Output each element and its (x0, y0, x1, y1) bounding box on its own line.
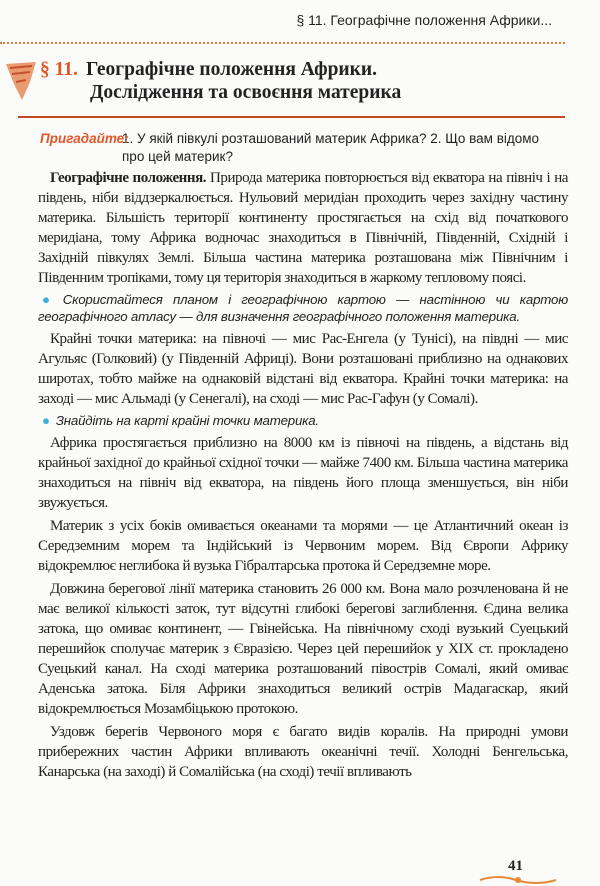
paragraph: Уздовж берегів Червоного моря є багато видів коралів. На природні умови прибережних частин Африки впливають океанічні течії. Холодні Бенгельська, Канарська (на заході) й Сомалійська (на сході) течії впливають (38, 724, 568, 780)
section-title-line2: Дослідження та освоєння материка (90, 82, 402, 103)
running-header: § 11. Географічне положення Африки... (296, 12, 552, 28)
paragraph (38, 168, 568, 288)
recall-label: Пригадайте: (40, 131, 129, 146)
section-number: § 11. (40, 59, 78, 80)
body-text (38, 168, 568, 785)
header-divider (0, 42, 565, 44)
title-rule (18, 116, 565, 118)
paragraph: Материк з усіх боків омивається океанами та морями — це Атлантичний океан із Середземним морем та Індійський із Червоним морем. Від Європи Африку відокремлює неглибока й вузька Гібралтарська протока й Середземне море. (38, 518, 568, 574)
paragraph-text: Природа материка повторюється від екватора на північ і на південь, ніби віддзеркалюється. Нульовий меридіан проходить через західну частину материка. Більшість території континенту простягається на схід від початкового меридіана, тому Африка водночас знаходиться в Північній, Південній, Східній і Західній півкулях Землі. Більша частина материка розташована між Північним і Південним тропіками, тому ця територія знаходиться в жаркому тепловому поясі. (38, 170, 569, 286)
paragraph-lead: Географічне положення. (50, 170, 207, 186)
paragraph: Крайні точки материка: на півночі — мис Рас-Енгела (у Тунісі), на півдні — мис Агульяс (Голковий) (у Південній Африці). Вони розташовані приблизно на однакових широтах, тобто майже на однаковій відстані від екватора. Крайні точки материка: на заході — мис Альмаді (у Сенегалі), на сході — мис Рас-Гафун (у Сомалі). (38, 331, 568, 407)
task (38, 291, 568, 325)
section-title-line1: Географічне положення Африки. (85, 59, 378, 80)
bullet-icon: ● (42, 292, 57, 307)
page-number: 41 (508, 858, 523, 874)
task-text: Знайдіть на карті крайні точки материка. (55, 413, 319, 428)
page-ornament-icon (478, 874, 558, 886)
section-emblem-icon (4, 60, 38, 102)
paragraph: Африка простягається приблизно на 8000 км із півночі на південь, а відстань від крайньої західної до крайньої східної точки — майже 7400 км. Більша частина материка знаходиться на північ від екватора, на південь його площа зменшується, він ніби звужується. (38, 435, 568, 511)
task-text: Скористайтеся планом і географічною картою — настінною чи картою географічного атласу — для визначення географічного положення материка. (38, 292, 568, 324)
recall-box (40, 130, 565, 166)
bullet-icon: ● (42, 413, 50, 428)
recall-text: 1. У якій півкулі розташований материк Африка? 2. Що вам відомо про цей материк? (122, 131, 540, 164)
paragraph: Довжина берегової лінії материка становить 26 000 км. Вона мало розчленована й не має великої кількості заток, тут відсутні глибокі берегові заглиблення. Єдина велика затока, що омиває континент, — Гвінейська. На північному сході вузький Суецький перешийок сполучає материк з Євразією. Через цей перешийок у XIX ст. прокладено Суецький канал. На сході материка розташований півострів Сомалі, який омиває Аденська затока. Біля Африки знаходиться великий острів Мадагаскар, який відокремлюється Мозамбіцькою протокою. (38, 581, 568, 717)
section-title (40, 58, 401, 104)
task (38, 412, 568, 429)
